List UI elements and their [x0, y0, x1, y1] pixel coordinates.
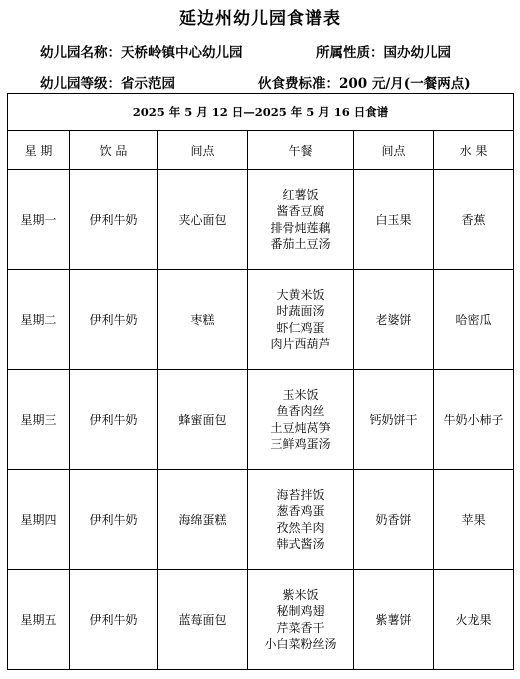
lunch-dish: 韩式酱汤: [276, 537, 325, 551]
header-lunch: 午餐: [248, 131, 354, 170]
drink-cell: 伊利牛奶: [70, 370, 158, 470]
lunch-dish: 孜然羊肉: [276, 520, 325, 535]
day-cell: 星期三: [8, 370, 70, 470]
lunch-cell: [248, 270, 354, 370]
drink-cell: 伊利牛奶: [70, 570, 158, 670]
header-snack-1: 间点: [158, 131, 248, 170]
lunch-dish: 玉米饭: [282, 387, 319, 402]
fruit-cell: 香蕉: [434, 170, 514, 270]
meal-fee-standard: 伙食费标准：200 元/月(一餐两点): [258, 76, 471, 92]
lunch-dish: 排骨炖莲藕: [270, 220, 331, 235]
snack-2-cell: 白玉果: [354, 170, 434, 270]
header-fruit: 水 果: [434, 131, 514, 170]
day-cell: 星期四: [8, 470, 70, 570]
table-row: [8, 370, 514, 470]
day-cell: 星期一: [8, 170, 70, 270]
snack-1-cell: 海绵蛋糕: [158, 470, 248, 570]
kindergarten-level: 幼儿园等级：省示范园: [40, 76, 175, 92]
snack-1-cell: 枣糕: [158, 270, 248, 370]
drink-cell: 伊利牛奶: [70, 270, 158, 370]
snack-2-cell: 奶香饼: [354, 470, 434, 570]
week-range: 2025 年 5 月 12 日—2025 年 5 月 16 日食谱: [8, 94, 514, 131]
page-title: 延边州幼儿园食谱表: [179, 9, 341, 29]
lunch-cell: [248, 470, 354, 570]
day-cell: 星期五: [8, 570, 70, 670]
header-row: [8, 131, 514, 170]
kindergarten-name: 幼儿园名称：天桥岭镇中心幼儿园: [40, 45, 243, 61]
snack-2-cell: 紫薯饼: [354, 570, 434, 670]
lunch-dish: 大黄米饭: [276, 287, 325, 302]
snack-2-cell: 钙奶饼干: [354, 370, 434, 470]
day-cell: 星期二: [8, 270, 70, 370]
week-row: [8, 94, 514, 131]
lunch-dish: 番茄土豆汤: [270, 237, 331, 251]
drink-cell: 伊利牛奶: [70, 170, 158, 270]
header-day: 星 期: [8, 131, 70, 170]
header-drink: 饮 品: [70, 131, 158, 170]
lunch-cell: [248, 570, 354, 670]
snack-2-cell: 老婆饼: [354, 270, 434, 370]
lunch-dish: 秘制鸡翅: [276, 604, 325, 618]
fruit-cell: 苹果: [434, 470, 514, 570]
lunch-dish: 紫米饭: [282, 587, 319, 602]
table-row: [8, 270, 514, 370]
header-snack-2: 间点: [354, 131, 434, 170]
lunch-dish: 酱香豆腐: [276, 204, 325, 218]
snack-1-cell: 蜂蜜面包: [158, 370, 248, 470]
lunch-dish: 芹菜香干: [276, 620, 325, 635]
lunch-dish: 虾仁鸡蛋: [276, 320, 325, 335]
lunch-dish: 肉片西葫芦: [270, 337, 331, 351]
kindergarten-type: 所属性质：国办幼儿园: [316, 45, 451, 61]
lunch-dish: 海苔拌饭: [276, 487, 325, 502]
table-row: [8, 470, 514, 570]
menu-table: [7, 93, 514, 670]
table-row: [8, 170, 514, 270]
snack-1-cell: 夹心面包: [158, 170, 248, 270]
table-row: [8, 570, 514, 670]
lunch-dish: 时蔬面汤: [276, 304, 325, 318]
lunch-dish: 土豆炖莴笋: [270, 420, 331, 435]
drink-cell: 伊利牛奶: [70, 470, 158, 570]
lunch-cell: [248, 370, 354, 470]
lunch-dish: 鱼香肉丝: [276, 404, 325, 418]
lunch-dish: 三鲜鸡蛋汤: [270, 437, 331, 451]
fruit-cell: 哈密瓜: [434, 270, 514, 370]
lunch-dish: 小白菜粉丝汤: [264, 637, 337, 651]
lunch-dish: 红薯饭: [282, 187, 319, 202]
snack-1-cell: 蓝莓面包: [158, 570, 248, 670]
fruit-cell: 牛奶小柿子: [434, 370, 514, 470]
fruit-cell: 火龙果: [434, 570, 514, 670]
lunch-cell: [248, 170, 354, 270]
day-rows: [8, 170, 514, 670]
lunch-dish: 葱香鸡蛋: [276, 504, 325, 518]
